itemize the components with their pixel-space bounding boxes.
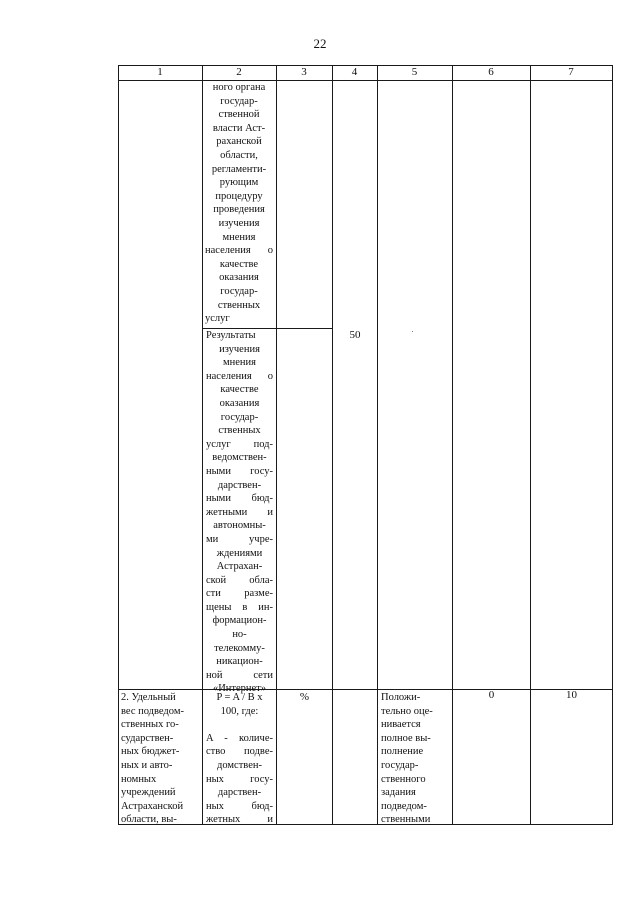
block3-col6-value: 0 [488, 689, 495, 701]
scan-dot [412, 331, 413, 332]
column-header-3: 3 [301, 66, 307, 78]
block3-col1-text: 2. Удельный вес подведом- ственных го- сударствен- ных бюджет- ных и авто- номных учреждений Астраханской области, вы- [121, 692, 184, 826]
column-header-5: 5 [411, 66, 418, 78]
block3-col5-text: Положи- тельно оце- нивается полное вы- полнение государ- ственного задания подведом- ственными [381, 692, 433, 826]
block3-col3-unit: % [299, 691, 310, 703]
block2-col2-text: Результаты изучения мнения населения о качестве оказания государ- ственных услуг под- ведомствен- ными госу- дарствен- ными бюд- жетными и автономны- ми учре- ждениями Астрахан- ской обла- сти разме- щены в ин- формацион- но- телекомму- никацион- ной сети «Интернет» [206, 330, 273, 695]
page-number: 22 [313, 36, 327, 51]
block3-col7-value: 10 [566, 689, 577, 701]
column-header-2: 2 [236, 66, 242, 78]
block3-col2-text: P = A / B x 100, где: A - количе- ство подве- домствен- ных госу- дарствен- ных бюд- жетных и [206, 692, 273, 826]
block1-col2-text: ного органа государ- ственной власти Аст- раханской области, регламенти- рующим процедуру проведения изучения мнения населения о качестве оказания государ- ственных услуг [205, 82, 273, 325]
column-header-7: 7 [568, 66, 574, 78]
block2-col4-value: 50 [349, 329, 361, 341]
column-header-4: 4 [351, 66, 358, 78]
column-header-6: 6 [488, 66, 494, 78]
column-header-1: 1 [157, 66, 163, 78]
